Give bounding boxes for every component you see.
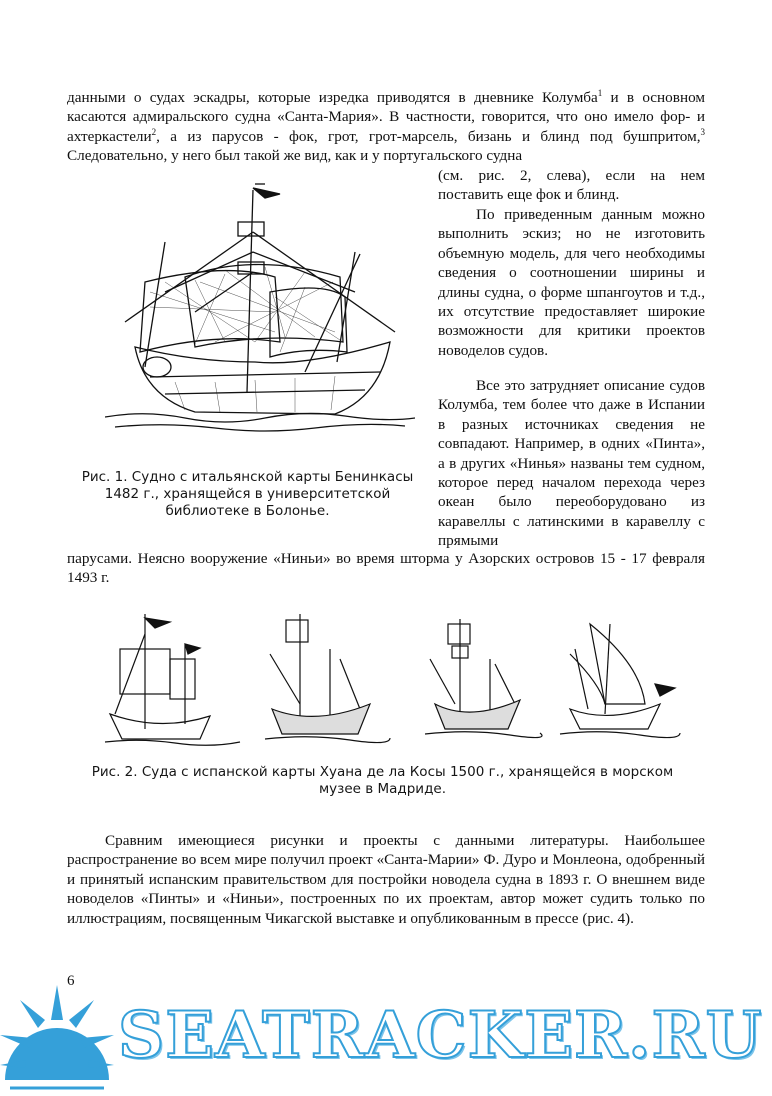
page-number: 6 (67, 973, 75, 989)
paragraph-difficulty-cont: парусами. Неясно вооружение «Ниньи» во время шторма у Азорских островов 15 - 17 февраля 1493 г. (67, 550, 705, 587)
watermark-text: SEATRACKER.RU (118, 998, 763, 1073)
paragraph-sketch: По приведенным данным можно выполнить эскиз; но не изготовить объемную модель, для чего необходимы сведения о соотношении ширины и длины судна, о форме шпангоутов и т.д., их отсутствие предоставляет широкие возможности для критики проектов новоделов судов. (438, 206, 705, 359)
figure-2-ships-illustration (100, 604, 690, 754)
figure-2-caption: Рис. 2. Суда с испанской карты Хуана де ла Косы 1500 г., хранящейся в морском музее в Мадриде. (91, 764, 674, 797)
paragraph-intro-tail: (см. рис. 2, слева), если на нем поставить еще фок и блинд. (438, 167, 705, 204)
paragraph-difficulty: Все это затрудняет описание судов Колумба, тем более что даже в Испании в разных источниках сведения не совпадают. Например, в одних «Пинта», а в других «Нинья» названы тем судном, которое перед началом перехода через океан было переоборудовано из каравеллы с латинскими в каравеллу с прямыми (438, 377, 705, 550)
figure-1-ship-illustration (105, 182, 415, 434)
figure-1-caption: Рис. 1. Судно с итальянской карты Бенинкасы 1482 г., хранящейся в университетской библиотеке в Болонье. (81, 469, 414, 519)
watermark-sun-icon (0, 980, 115, 1096)
paragraph-intro: данными о судах эскадры, которые изредка приводятся в дневнике Колумба$^1$ и в основном касаются адмиральского судна «Санта-Мария». В частности, говорится, что оно имело фор- и ахтеркастели$^2$, а из парусов - фок, грот, грот-марсель, бизань и блинд под бушпритом,$^3$ Следовательно, у него был такой же вид, как и у португальского судна (67, 88, 705, 165)
paragraph-comparison: Сравним имеющиеся рисунки и проекты с данными литературы. Наибольшее распространение во всем мире получил проект «Санта-Марии» Ф. Дуро и Монлеона, одобренный и принятый испанским правительством для постройки новодела судна в 1893 г. О внешнем виде новоделов «Пинты» и «Ниньи», построенных по их проектам, автор может судить только по иллюстрациям, посвященным Чикагской выставке и опубликованным в прессе (рис. 4). (67, 832, 705, 927)
